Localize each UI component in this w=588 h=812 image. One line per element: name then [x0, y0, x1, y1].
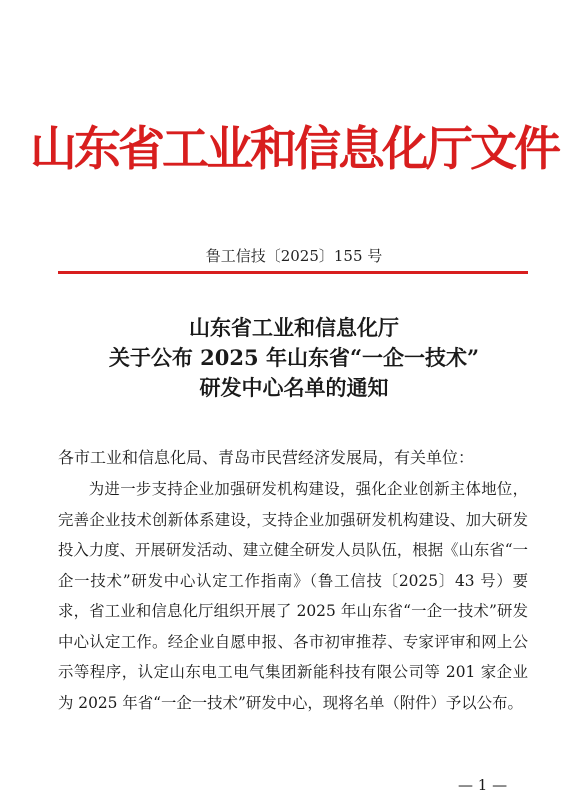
notice-title-line-2: 关于公布 2025 年山东省“一企一技术” — [108, 345, 480, 370]
body-paragraph: 为进一步支持企业加强研发机构建设，强化企业创新主体地位，完善企业技术创新体系建设，支持企业加强研发机构建设、加大研发投入力度、开展研发活动、建立健全研发人员队伍，根据《山东省“一企一技术”研发中心认定工作指南》（鲁工信技〔2025〕43 号）要求，省工业和信息化厅组织开展了 2025 年山东省“一企一技术”研发中心认定工作。经企业自愿申报、各市初审推荐、专家评审和网上公示等程序，认定山东电工电气集团新能科技有限公司等 201 家企业为 2025 年省“一企一技术”研发中心，现将名单（附件）予以公布。 — [58, 480, 528, 712]
addressee: 各市工业和信息化局、青岛市民营经济发展局，有关单位： — [58, 448, 475, 467]
page-number: — 1 — — [458, 776, 508, 794]
notice-title-line-3: 研发中心名单的通知 — [199, 375, 389, 400]
notice-title — [0, 313, 588, 403]
document-header-title: 山东省工业和信息化厅文件 — [30, 122, 558, 177]
notice-title-line-1: 山东省工业和信息化厅 — [189, 315, 399, 340]
document-number: 鲁工信技〔2025〕155 号 — [205, 247, 383, 265]
header-red-rule — [58, 271, 528, 274]
